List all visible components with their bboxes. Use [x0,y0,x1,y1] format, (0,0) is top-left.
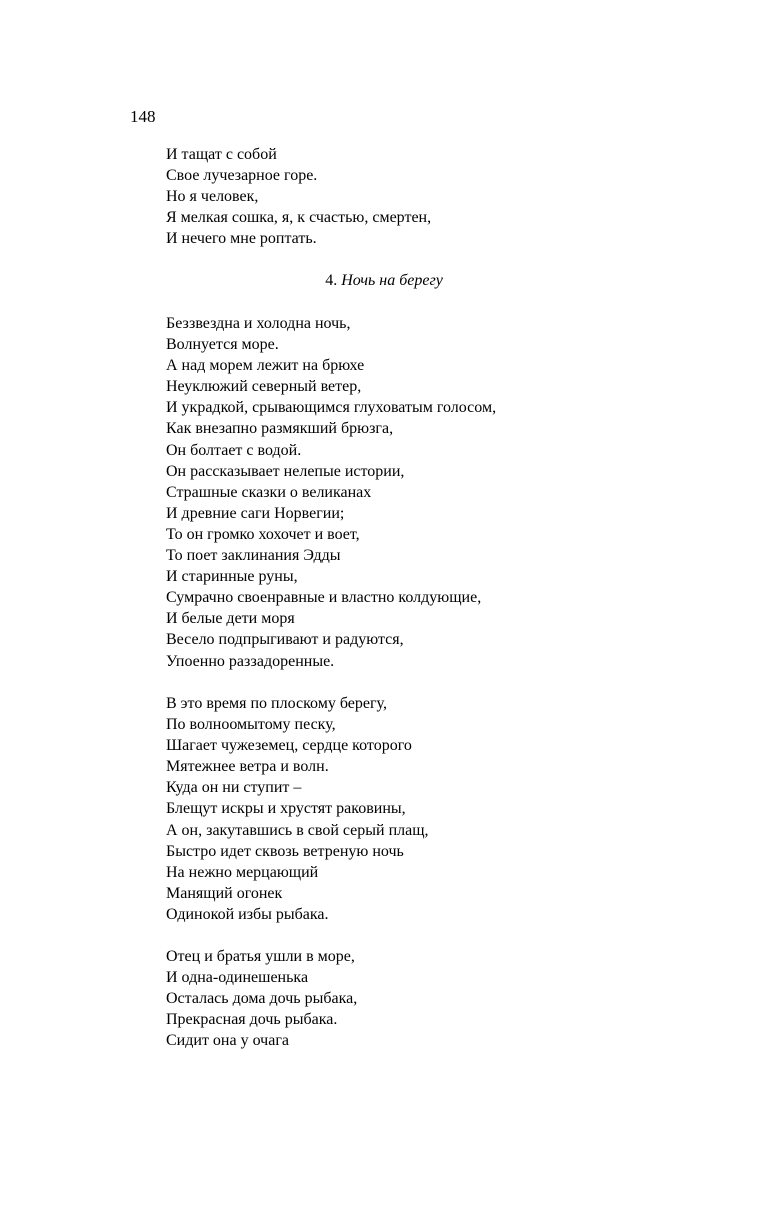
poem-stanza [166,946,357,1051]
poem-line: Сидит она у очага [166,1032,289,1050]
poem-line: Отец и братья ушли в море, [166,948,355,965]
poem-line: Прекрасная дочь рыбака. [166,1011,338,1029]
page-number: 148 [130,107,156,126]
poem-line: Шагает чужеземец, сердце которого [166,737,412,755]
poem-line: А над морем лежит на брюхе [166,357,365,375]
poem-line: Куда он ни ступит – [166,779,302,797]
poem-line: В это время по плоскому берегу, [166,695,387,712]
poem-line: И украдкой, срывающимся глуховатым голосом, [166,399,497,417]
poem-line: И белые дети моря [166,610,295,628]
poem-line: Волнуется море. [166,336,279,354]
poem-stanza-continued [166,144,431,249]
poem-line: А он, закутавшись в свой серый плащ, [166,821,429,839]
section-title: Ночь на берегу [341,272,443,289]
poem-line: Одинокой избы рыбака. [166,905,329,923]
poem-line: И старинные руны, [166,568,298,586]
poem-line: То поет заклинания Эдды [166,547,341,565]
section-heading [0,270,768,291]
poem-line: Я мелкая сошка, я, к счастью, смертен, [166,209,432,227]
poem-line: Но я человек, [166,188,259,206]
poem-line: И одна-одинешенька [166,969,309,987]
poem-line: Осталась дома дочь рыбака, [166,990,358,1008]
poem-line: То он громко хохочет и воет, [166,525,360,543]
poem-line: И древние саги Норвегии; [166,504,345,522]
poem-line: Манящий огонек [166,884,283,902]
poem-stanza [166,313,496,672]
poem-stanza [166,693,429,925]
section-number: 4. [325,272,338,289]
poem-line: По волноомытому песку, [166,716,336,734]
poem-line: Быстро идет сквозь ветреную ночь [166,842,404,860]
poem-line: Неуклюжий северный ветер, [166,378,362,396]
poem-line: И тащат с собой [166,146,277,163]
poem-line: Страшные сказки о великанах [166,483,372,501]
poem-line: На нежно мерцающий [166,863,319,881]
poem-line: Беззвездна и холодна ночь, [166,315,351,332]
poem-line: Свое лучезарное горе. [166,167,318,185]
poem-line: Он болтает с водой. [166,441,302,459]
poem-line: Упоенно раззадоренные. [166,652,335,670]
poem-line: Он рассказывает нелепые истории, [166,462,405,480]
poem-line: Блещут искры и хрустят раковины, [166,800,406,818]
poem-line: Как внезапно размякший брюзга, [166,420,394,438]
poem-line: Мятежнее ветра и волн. [166,758,329,776]
poem-line: И нечего мне роптать. [166,230,317,248]
poem-line: Весело подпрыгивают и радуются, [166,631,404,649]
poem-line: Сумрачно своенравные и властно колдующие, [166,589,482,607]
